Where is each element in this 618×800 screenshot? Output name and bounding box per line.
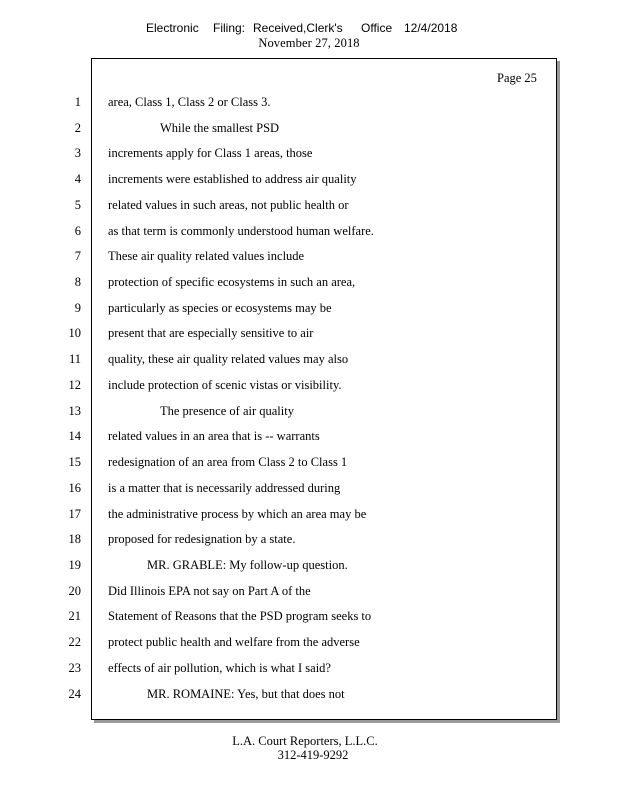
filing-stamp-word: Received,Clerk's (253, 21, 343, 35)
transcript-line: as that term is commonly understood human welfare. (108, 224, 374, 238)
line-number: 10 (68, 326, 81, 340)
line-number: 23 (68, 661, 81, 675)
transcript-line: protection of specific ecosystems in such an area, (108, 275, 356, 289)
line-number: 8 (74, 275, 81, 289)
transcript-line: area, Class 1, Class 2 or Class 3. (108, 95, 271, 109)
filing-stamp-word: Electronic (146, 21, 199, 35)
transcript-line: effects of air pollution, which is what I said? (108, 661, 331, 675)
line-number: 11 (68, 352, 81, 366)
transcript-line: include protection of scenic vistas or visibility. (108, 378, 342, 392)
transcript-line: The presence of air quality (160, 404, 294, 418)
reporter-phone: 312-419-9292 (277, 748, 349, 762)
line-number: 5 (74, 198, 81, 212)
line-number: 6 (74, 224, 81, 238)
transcript-line: These air quality related values include (108, 249, 305, 263)
filing-stamp-word: Filing: (213, 21, 246, 35)
line-number: 2 (74, 121, 81, 135)
line-number: 3 (74, 146, 81, 160)
line-number: 20 (68, 584, 81, 598)
filing-stamp-word: 12/4/2018 (404, 21, 458, 35)
line-number: 18 (68, 532, 81, 546)
transcript-line: proposed for redesignation by a state. (108, 532, 296, 546)
transcript-line: present that are especially sensitive to air (108, 326, 314, 340)
line-number: 1 (74, 95, 81, 109)
transcript-line: increments apply for Class 1 areas, those (108, 146, 313, 160)
transcript-line: While the smallest PSD (160, 121, 280, 135)
transcript-line: protect public health and welfare from the adverse (108, 635, 360, 649)
transcript-line: redesignation of an area from Class 2 to Class 1 (108, 455, 348, 469)
line-number: 17 (68, 507, 81, 521)
line-number: 22 (68, 635, 81, 649)
transcript-line: particularly as species or ecosystems may be (108, 301, 332, 315)
line-number: 14 (68, 429, 81, 443)
transcript-line: MR. ROMAINE: Yes, but that does not (147, 687, 345, 701)
transcript-line: Statement of Reasons that the PSD program seeks to (108, 609, 372, 623)
line-number: 13 (68, 404, 81, 418)
transcript-line: is a matter that is necessarily addressed during (108, 481, 341, 495)
transcript-line: related values in such areas, not public health or (108, 198, 349, 212)
line-number: 9 (74, 301, 81, 315)
filing-stamp (0, 21, 618, 37)
transcript-date: November 27, 2018 (258, 36, 360, 50)
transcript-line: MR. GRABLE: My follow-up question. (147, 558, 348, 572)
line-number: 24 (68, 687, 81, 701)
filing-stamp-word: Office (361, 21, 393, 35)
line-number: 7 (74, 249, 81, 263)
transcript-line: increments were established to address air quality (108, 172, 357, 186)
line-number: 15 (68, 455, 81, 469)
transcript-line: Did Illinois EPA not say on Part A of the (108, 584, 311, 598)
page-number: Page 25 (497, 71, 537, 85)
line-number: 21 (68, 609, 81, 623)
reporter-company: L.A. Court Reporters, L.L.C. (232, 734, 378, 748)
transcript-line: quality, these air quality related values may also (108, 352, 349, 366)
line-number: 16 (68, 481, 81, 495)
line-number: 4 (74, 172, 81, 186)
transcript-line: the administrative process by which an area may be (108, 507, 367, 521)
transcript-line: related values in an area that is -- warrants (108, 429, 320, 443)
line-number: 12 (68, 378, 81, 392)
line-number: 19 (68, 558, 81, 572)
